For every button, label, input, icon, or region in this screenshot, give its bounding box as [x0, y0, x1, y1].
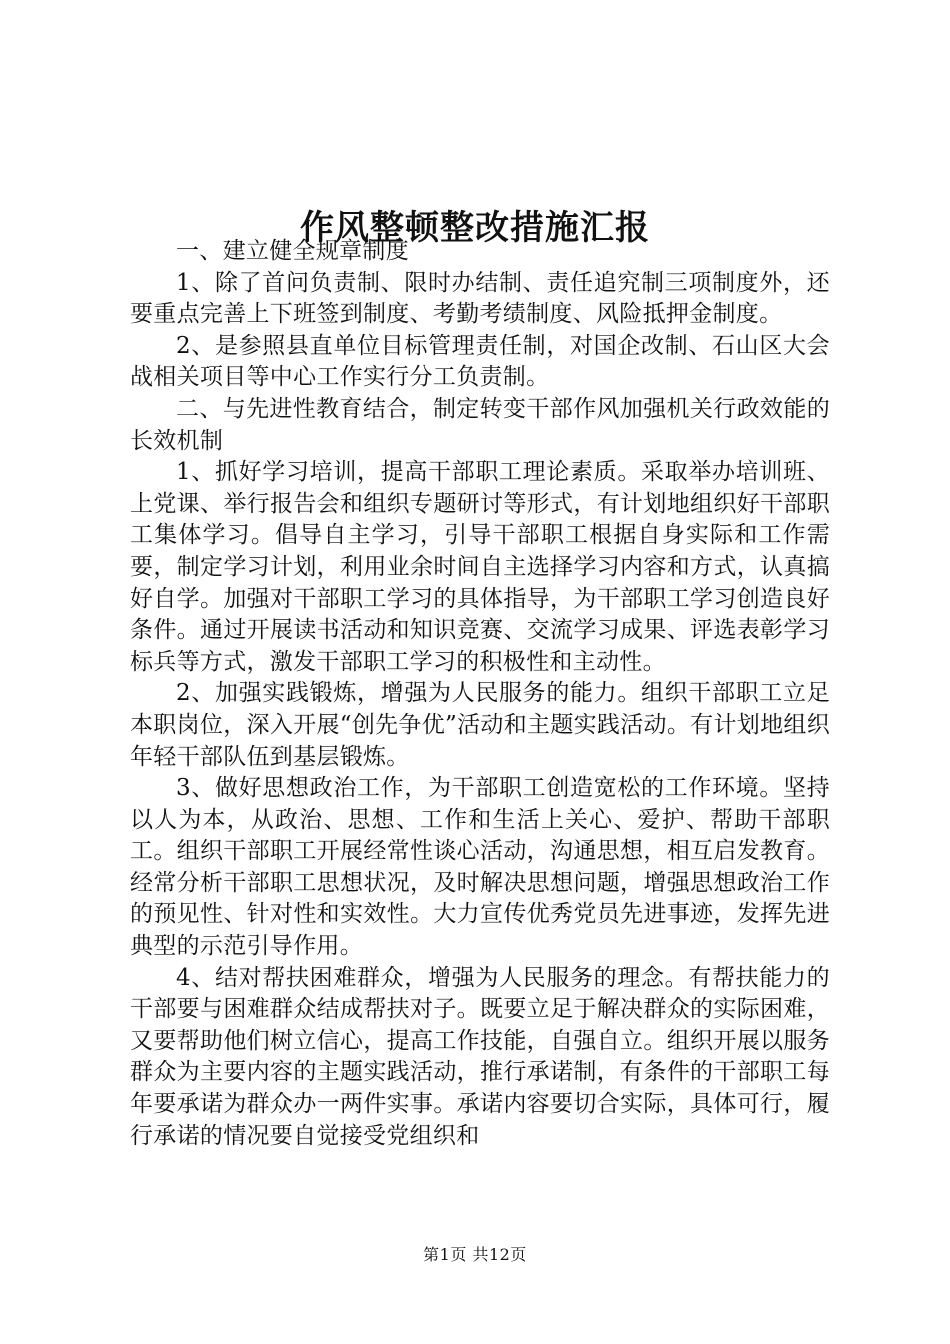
paragraph: 1、除了首问负责制、限时办结制、责任追究制三项制度外，还要重点完善上下班签到制度、考勤考绩制度、风险抵押金制度。	[130, 269, 830, 328]
document-title: 作风整顿整改措施汇报	[300, 207, 650, 248]
section-heading-2: 二、与先进性教育结合，制定转变干部作风加强机关行政效能的长效机制	[130, 395, 830, 454]
paragraph: 3、做好思想政治工作，为干部职工创造宽松的工作环境。坚持以人为本，从政治、思想、工作和生活上关心、爱护、帮助干部职工。组织干部职工开展经常性谈心活动，沟通思想，相互启发教育。经常分析干部职工思想状况，及时解决思想问题，增强思想政治工作的预见性、针对性和实效性。大力宣传优秀党员先进事迹，发挥先进典型的示范引导作用。	[130, 775, 830, 960]
paragraph: 2、是参照县直单位目标管理责任制，对国企改制、石山区大会战相关项目等中心工作实行分工负责制。	[130, 332, 830, 391]
document-body	[130, 236, 830, 1152]
section-heading-1: 一、建立健全规章制度	[176, 238, 409, 264]
paragraph: 4、结对帮扶困难群众，增强为人民服务的理念。有帮扶能力的干部要与困难群众结成帮扶对子。既要立足于解决群众的实际困难，又要帮助他们树立信心，提高工作技能，自强自立。组织开展以服务群众为主要内容的主题实践活动，推行承诺制，有条件的干部职工每年要承诺为群众办一两件实事。承诺内容要切合实际，具体可行，履行承诺的情况要自觉接受党组织和	[130, 964, 830, 1149]
paragraph: 2、加强实践锻炼，增强为人民服务的能力。组织干部职工立足本职岗位，深入开展“创先争优”活动和主题实践活动。有计划地组织年轻干部队伍到基层锻炼。	[130, 680, 830, 770]
paragraph: 1、抓好学习培训，提高干部职工理论素质。采取举办培训班、上党课、举行报告会和组织专题研讨等形式，有计划地组织好干部职工集体学习。倡导自主学习，引导干部职工根据自身实际和工作需要，制定学习计划，利用业余时间自主选择学习内容和方式，认真搞好自学。加强对干部职工学习的具体指导，为干部职工学习创造良好条件。通过开展读书活动和知识竞赛、交流学习成果、评选表彰学习标兵等方式，激发干部职工学习的积极性和主动性。	[130, 459, 830, 675]
page-number-footer: 第1页 共12页	[423, 1245, 527, 1264]
